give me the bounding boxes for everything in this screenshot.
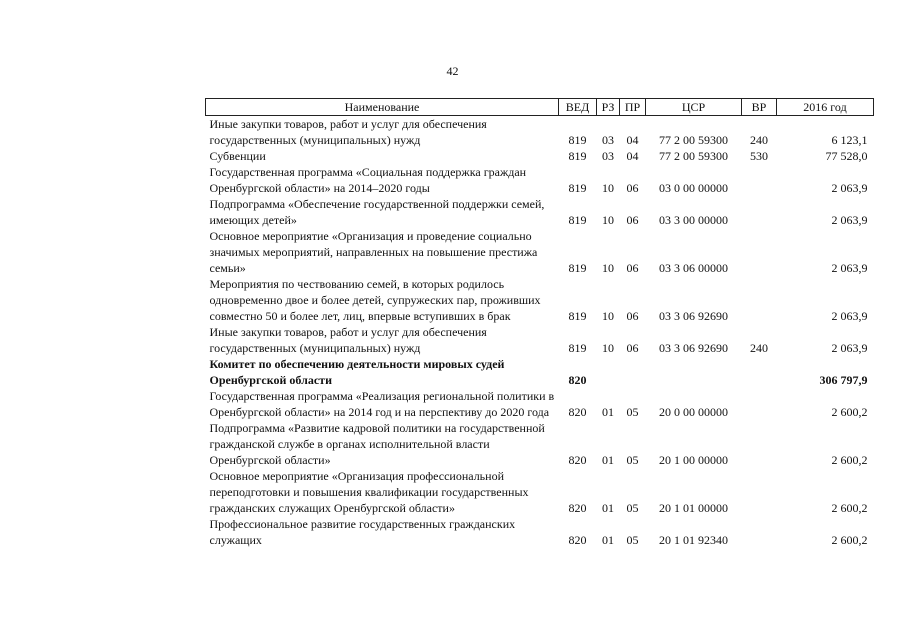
header-ved: ВЕД [559,99,597,116]
cell-rz: 10 [602,341,614,355]
cell-csr: 03 3 06 00000 [659,261,728,275]
cell-ved: 819 [568,341,587,355]
cell-name: Иные закупки товаров, работ и услуг для обеспечения государственных (муниципальных) нужд [209,325,487,355]
cell-name: Комитет по обеспечению деятельности мировых судей Оренбургской области [209,357,505,387]
cell-name: Подпрограмма «Обеспечение государственной поддержки семей, имеющих детей» [209,197,545,227]
cell-rz: 03 [602,149,614,163]
cell-sum: 77 528,0 [825,149,868,163]
cell-pr: 06 [626,309,639,323]
table-row [206,324,874,356]
header-vr: ВР [742,99,777,116]
cell-vr: 240 [750,133,768,147]
cell-rz: 01 [602,501,614,515]
table-row [206,148,874,164]
cell-pr: 06 [626,213,639,227]
cell-pr: 06 [626,261,639,275]
cell-name: Иные закупки товаров, работ и услуг для обеспечения государственных (муниципальных) нужд [209,117,487,147]
cell-rz: 10 [602,181,614,195]
cell-rz: 01 [602,453,614,467]
cell-rz [597,356,620,388]
cell-pr: 05 [626,453,639,467]
table-row [206,276,874,324]
cell-vr [742,388,777,420]
cell-vr [742,164,777,196]
cell-name: Основное мероприятие «Организация профессиональной переподготовки и повышения квалификации государственных гражданских служащих Оренбургской области» [209,469,529,515]
cell-pr [620,356,646,388]
cell-vr [742,356,777,388]
table-header-row [206,99,874,116]
cell-csr: 77 2 00 59300 [659,149,728,163]
table-row [206,164,874,196]
cell-vr [742,276,777,324]
cell-csr: 20 0 00 00000 [659,405,728,419]
cell-pr: 04 [626,149,639,163]
cell-ved: 820 [568,533,587,547]
cell-name: Мероприятия по чествованию семей, в которых родилось одновременно двое и более детей, супружеских пар, проживших совместно 50 и более лет, лиц, впервые вступивших в брак [209,277,541,323]
cell-csr: 20 1 00 00000 [659,453,728,467]
table-row [206,196,874,228]
cell-name: Подпрограмма «Развитие кадровой политики на государственной гражданской службе в органах исполнительной власти Оренбургской области» [209,421,545,467]
cell-vr [742,228,777,276]
cell-ved: 819 [568,149,587,163]
cell-pr: 06 [626,181,639,195]
cell-ved: 820 [568,453,587,467]
cell-pr: 04 [626,133,639,147]
cell-ved: 819 [568,133,587,147]
header-csr: ЦСР [646,99,742,116]
cell-rz: 01 [602,533,614,547]
cell-vr [742,196,777,228]
cell-sum: 2 600,2 [831,501,868,515]
cell-name: Основное мероприятие «Организация и проведение социально значимых мероприятий, направленных на повышение престижа семьи» [209,229,538,275]
cell-ved: 819 [568,213,587,227]
table-row [206,228,874,276]
cell-sum: 2 600,2 [831,453,868,467]
cell-ved: 820 [568,405,587,419]
cell-sum: 6 123,1 [831,133,868,147]
header-rz: РЗ [597,99,620,116]
cell-rz: 10 [602,309,614,323]
cell-csr: 03 3 06 92690 [659,309,728,323]
cell-sum: 2 600,2 [831,533,868,547]
cell-csr: 77 2 00 59300 [659,133,728,147]
table-row [206,356,874,388]
page-number: 42 [446,64,459,78]
cell-name: Профессиональное развитие государственных гражданских служащих [209,517,516,547]
budget-table [205,98,874,548]
cell-sum: 306 797,9 [819,373,868,387]
cell-vr [742,468,777,516]
cell-vr: 530 [750,149,768,163]
cell-vr [742,420,777,468]
cell-pr: 05 [626,533,639,547]
cell-csr: 03 3 00 00000 [659,213,728,227]
cell-pr: 06 [626,341,639,355]
header-pr: ПР [620,99,646,116]
cell-ved: 820 [568,501,587,515]
table-row [206,468,874,516]
cell-csr: 20 1 01 00000 [659,501,728,515]
cell-csr: 03 3 06 92690 [659,341,728,355]
cell-name: Государственная программа «Реализация региональной политики в Оренбургской области» на 2014 год и на перспективу до 2020 года [209,389,555,419]
cell-sum: 2 063,9 [831,309,868,323]
cell-vr [742,516,777,548]
cell-sum: 2 600,2 [831,405,868,419]
cell-ved: 819 [568,261,587,275]
cell-rz: 10 [602,213,614,227]
header-sum: 2016 год [777,99,874,116]
cell-ved: 819 [568,309,587,323]
cell-name: Субвенции [209,149,266,163]
cell-ved: 820 [568,373,587,387]
cell-rz: 10 [602,261,614,275]
cell-csr [646,356,742,388]
cell-pr: 05 [626,405,639,419]
table-row [206,516,874,548]
table-row [206,420,874,468]
cell-sum: 2 063,9 [831,213,868,227]
cell-vr: 240 [750,341,768,355]
header-name: Наименование [206,99,559,116]
cell-rz: 01 [602,405,614,419]
cell-name: Государственная программа «Социальная поддержка граждан Оренбургской области» на 2014–2020 годы [209,165,527,195]
cell-pr: 05 [626,501,639,515]
cell-csr: 03 0 00 00000 [659,181,728,195]
cell-sum: 2 063,9 [831,181,868,195]
cell-csr: 20 1 01 92340 [659,533,728,547]
table-row [206,388,874,420]
table-row [206,116,874,149]
cell-rz: 03 [602,133,614,147]
cell-sum: 2 063,9 [831,261,868,275]
cell-ved: 819 [568,181,587,195]
cell-sum: 2 063,9 [831,341,868,355]
